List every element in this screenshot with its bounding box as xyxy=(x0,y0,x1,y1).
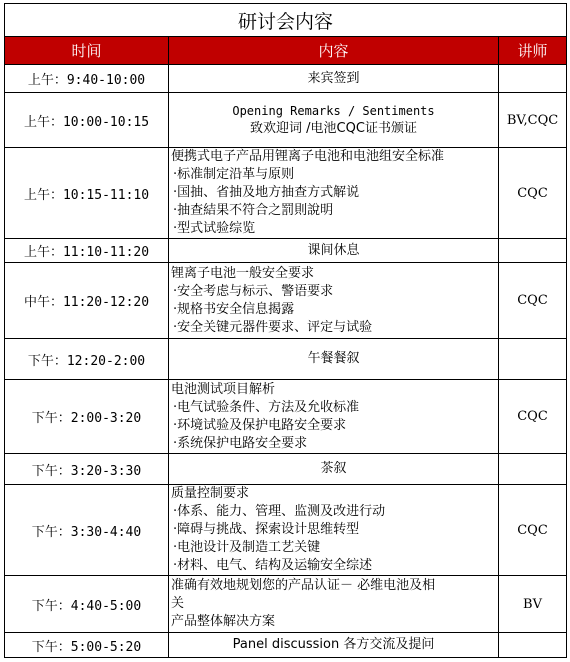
table-row xyxy=(5,339,567,380)
content-bullet: ·规格书安全信息揭露 xyxy=(173,301,295,317)
content-bullet: ·型式试验综览 xyxy=(173,221,256,236)
speaker-cell: BV xyxy=(499,576,567,633)
content-line: 午餐餐叙 xyxy=(307,351,360,366)
content-bullet: ·安全关键元器件要求、评定与试验 xyxy=(173,319,373,335)
table-row xyxy=(5,239,567,263)
content-cell xyxy=(169,576,499,633)
content-bullet: ·环境试验及保护电路安全要求 xyxy=(173,417,347,433)
content-bullet: ·抽查結果不符合之罰則說明 xyxy=(173,203,334,218)
content-cell xyxy=(169,454,499,485)
page-title: 研讨会内容 xyxy=(5,4,567,37)
content-bullet: ·标准制定沿革与原则 xyxy=(173,167,295,182)
content-cell xyxy=(169,263,499,339)
time-cell: 下午：12:20-2:00 xyxy=(5,339,169,380)
content-cell xyxy=(169,148,499,239)
content-heading: 质量控制要求 xyxy=(171,486,250,501)
content-line: 来宾签到 xyxy=(307,70,360,86)
table-row xyxy=(5,148,567,239)
content-cell xyxy=(169,93,499,148)
time-cell: 中午：11:20-12:20 xyxy=(5,263,169,339)
speaker-cell: CQC xyxy=(499,485,567,576)
content-heading: 锂离子电池一般安全要求 xyxy=(171,265,315,281)
table-row xyxy=(5,263,567,339)
content-heading: 便携式电子产品用锂离子电池和电池组安全标准 xyxy=(171,149,445,164)
content-heading: 关 xyxy=(171,596,185,611)
time-cell: 上午：11:10-11:20 xyxy=(5,239,169,263)
content-line: Panel discussion 各方交流及提问 xyxy=(232,637,435,652)
content-cell xyxy=(169,380,499,454)
table-row xyxy=(5,380,567,454)
content-bullet: ·体系、能力、管理、监测及改进行动 xyxy=(173,504,386,519)
speaker-cell xyxy=(499,239,567,263)
content-cell xyxy=(169,339,499,380)
time-cell: 下午：2:00-3:20 xyxy=(5,380,169,454)
header-speaker: 讲师 xyxy=(499,37,567,65)
content-bullet: ·系统保护电路安全要求 xyxy=(173,435,308,451)
time-cell: 上午：10:15-11:10 xyxy=(5,148,169,239)
header-row xyxy=(5,37,567,65)
time-cell: 上午：10:00-10:15 xyxy=(5,93,169,148)
speaker-cell xyxy=(499,454,567,485)
content-bullet: ·电池设计及制造工艺关键 xyxy=(173,540,321,555)
content-cell xyxy=(169,65,499,93)
table-row xyxy=(5,485,567,576)
speaker-cell: CQC xyxy=(499,380,567,454)
header-content: 内容 xyxy=(169,37,499,65)
table-row xyxy=(5,454,567,485)
content-line: 致欢迎词 /电池CQC证书颁证 xyxy=(250,121,417,136)
content-bullet: ·材料、电气、结构及运输安全综述 xyxy=(173,558,373,573)
content-bullet: ·障碍与挑战、探索设计思维转型 xyxy=(173,522,360,537)
speaker-cell: CQC xyxy=(499,263,567,339)
content-heading: 电池测试项目解析 xyxy=(171,381,276,397)
table-row xyxy=(5,576,567,633)
content-heading: 准确有效地规划您的产品认证－ 必维电池及相 xyxy=(171,578,436,593)
content-cell xyxy=(169,239,499,263)
agenda-table xyxy=(4,3,567,658)
content-bullet: ·国抽、省抽及地方抽查方式解说 xyxy=(173,185,360,200)
content-bullet: ·电气试验条件、方法及允收标准 xyxy=(173,399,360,415)
time-cell: 上午：9:40-10:00 xyxy=(5,65,169,93)
content-cell xyxy=(169,485,499,576)
content-line: 茶叙 xyxy=(320,461,347,476)
content-bullet: ·安全考虑与标示、警语要求 xyxy=(173,283,334,299)
speaker-cell: BV,CQC xyxy=(499,93,567,148)
time-cell: 下午：3:20-3:30 xyxy=(5,454,169,485)
table-row xyxy=(5,93,567,148)
speaker-cell xyxy=(499,339,567,380)
time-cell: 下午：4:40-5:00 xyxy=(5,576,169,633)
speaker-cell xyxy=(499,633,567,658)
content-line: Opening Remarks / Sentiments xyxy=(232,104,435,118)
speaker-cell xyxy=(499,65,567,93)
table-row xyxy=(5,633,567,658)
table-row xyxy=(5,65,567,93)
time-cell: 下午：3:30-4:40 xyxy=(5,485,169,576)
content-heading: 产品整体解决方案 xyxy=(171,614,276,629)
speaker-cell: CQC xyxy=(499,148,567,239)
time-cell: 下午：5:00-5:20 xyxy=(5,633,169,658)
content-cell xyxy=(169,633,499,658)
header-time: 时间 xyxy=(5,37,169,65)
content-line: 课间休息 xyxy=(307,242,360,258)
